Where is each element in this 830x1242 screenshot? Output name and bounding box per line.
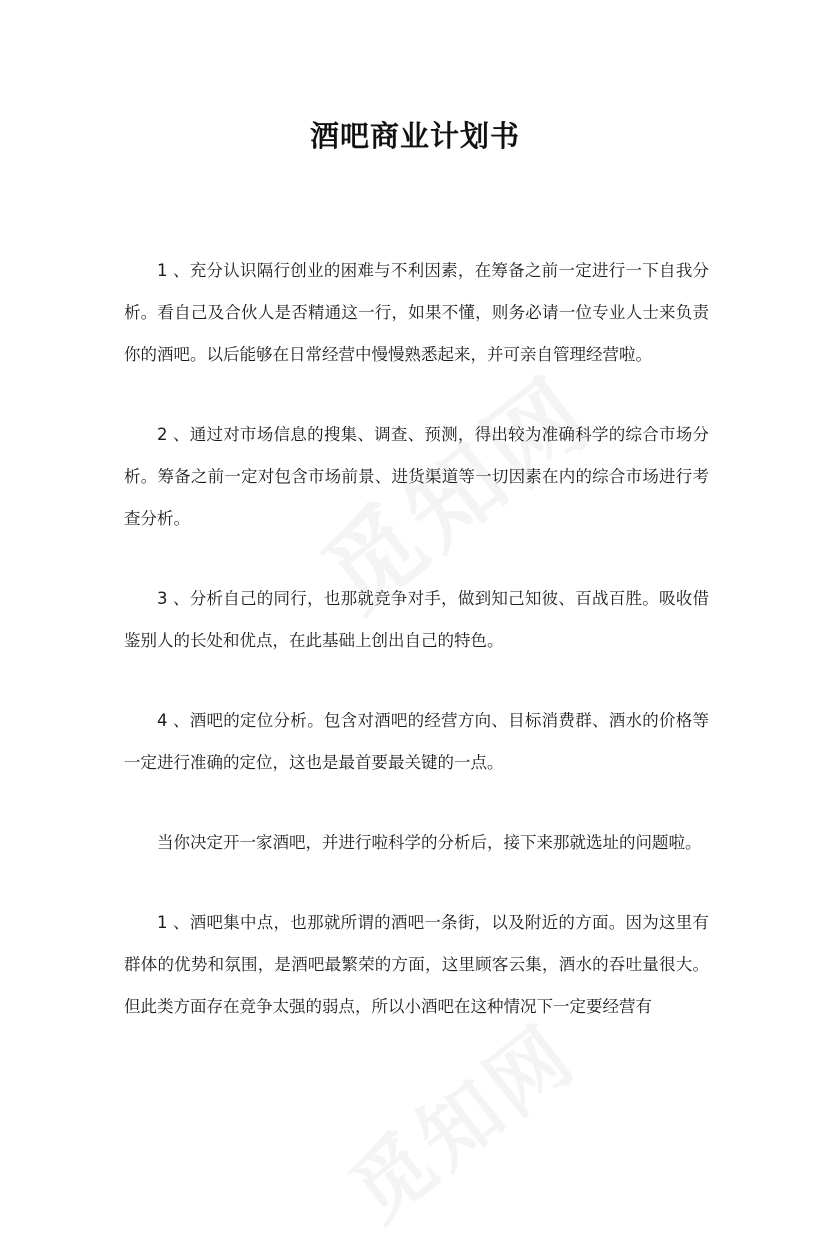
paragraph: 1 、充分认识隔行创业的困难与不利因素，在筹备之前一定进行一下自我分析。看自己及合伙人是否精通这一行，如果不懂，则务必请一位专业人士来负责你的酒吧。以后能够在日常经营中慢慢熟悉起来，并可亲自管理经营啦。 — [124, 261, 709, 364]
document-title: 酒吧商业计划书 — [309, 119, 520, 153]
paragraph: 当你决定开一家酒吧，并进行啦科学的分析后，接下来那就选址的问题啦。 — [157, 833, 702, 852]
document-body — [124, 250, 709, 1066]
paragraph: 1 、酒吧集中点，也那就所谓的酒吧一条街，以及附近的方面。因为这里有群体的优势和氛围，是酒吧最繁荣的方面，这里顾客云集，酒水的吞吐量很大。但此类方面存在竞争太强的弱点，所以小酒吧在这种情况下一定要经营有 — [124, 913, 709, 1016]
paragraph: 2 、通过对市场信息的搜集、调查、预测，得出较为准确科学的综合市场分析。筹备之前一定对包含市场前景、进货渠道等一切因素在内的综合市场进行考查分析。 — [124, 425, 709, 528]
paragraph: 3 、分析自己的同行，也那就竞争对手，做到知己知彼、百战百胜。吸收借鉴别人的长处和优点，在此基础上创出自己的特色。 — [124, 589, 709, 650]
paragraph: 4 、酒吧的定位分析。包含对酒吧的经营方向、目标消费群、酒水的价格等一定进行准确的定位，这也是最首要最关键的一点。 — [124, 711, 709, 772]
